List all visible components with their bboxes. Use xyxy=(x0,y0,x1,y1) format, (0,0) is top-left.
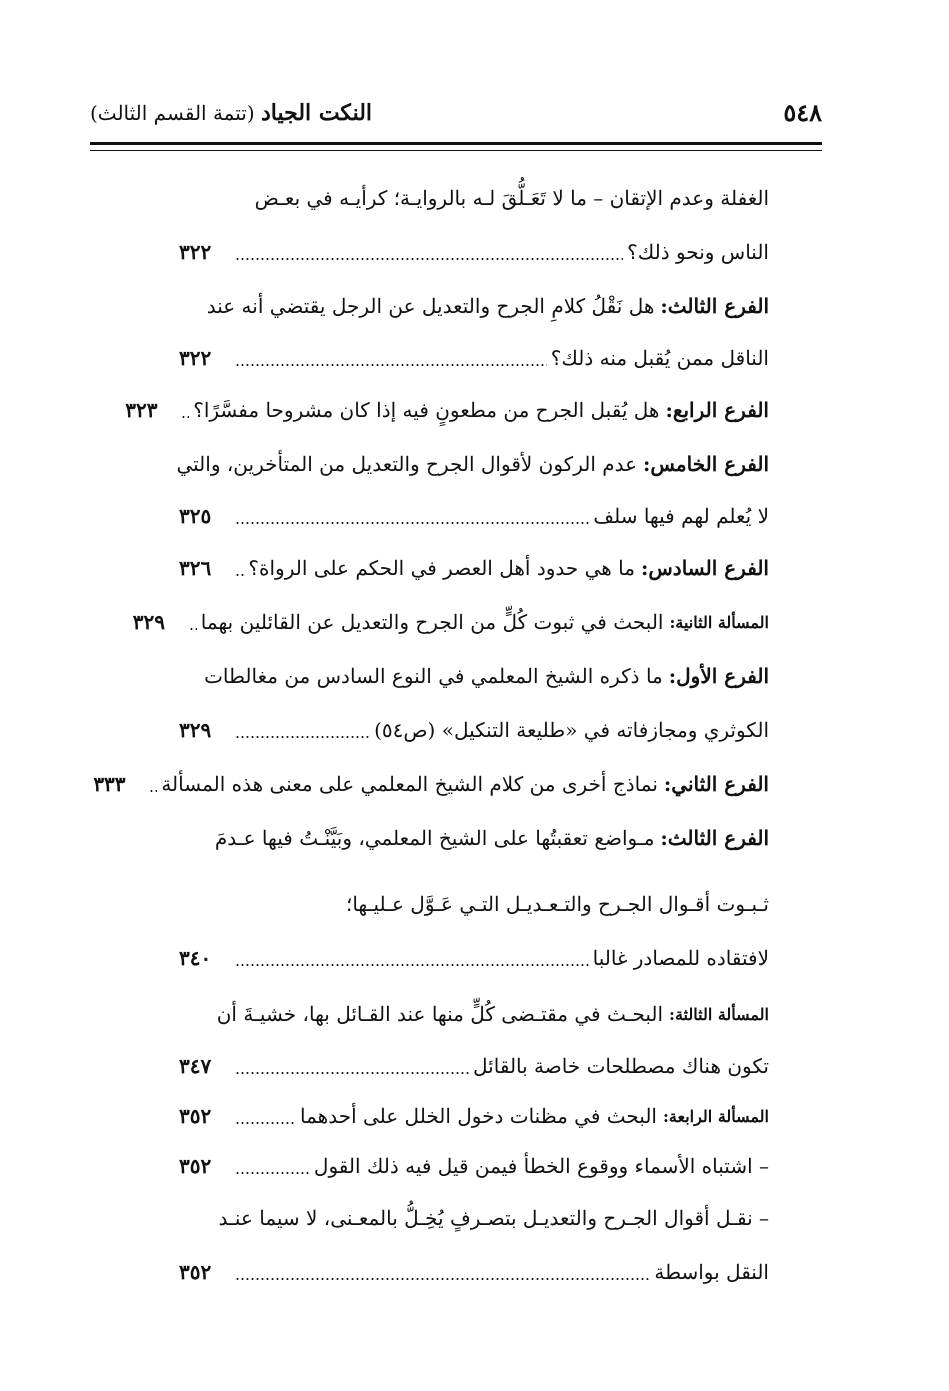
toc-line xyxy=(179,286,769,326)
toc-line xyxy=(125,390,769,430)
toc-line xyxy=(179,548,769,588)
toc-text: البحث في مظنات دخول الخلل على أحدهما xyxy=(300,1104,657,1128)
toc-leader-dots xyxy=(235,364,547,366)
toc-line xyxy=(179,496,769,536)
toc-text: مـواضع تعقبتُها على الشيخ المعلمي، وبَيَّنْـتُ فيها عـدمَ xyxy=(214,826,655,850)
toc-line xyxy=(93,764,769,804)
book-title-main: النكت الجياد xyxy=(261,100,373,126)
toc-text: تكون هناك مصطلحات خاصة بالقائل xyxy=(473,1054,769,1078)
toc-leader-dots xyxy=(181,416,189,418)
toc-label: الفرع الثالث: xyxy=(660,294,769,318)
toc-line xyxy=(179,1252,769,1292)
toc-text: البحث في ثبوت كُلٍّ من الجرح والتعديل عن القائلين بهما xyxy=(200,610,664,634)
toc-page-number: ٣٥٢ xyxy=(179,1154,212,1178)
toc-text: الغفلة وعدم الإتقان – ما لا تَعَـلُّقَ لـه بالروايـة؛ كرأيـه في بعـض xyxy=(254,186,769,210)
toc-text: البحـث في مقتـضى كُلٍّ منها عند القـائل بها، خشيـةَ أن xyxy=(216,1002,664,1026)
toc-line xyxy=(179,178,769,218)
toc-label: المسألة الرابعة: xyxy=(663,1106,769,1126)
toc-text: هل يُقبل الجرح من مطعونٍ فيه إذا كان مشروحا مفسَّرًا؟ xyxy=(193,398,660,422)
toc-leader-dots xyxy=(235,736,370,738)
toc-page-number: ٣٢٢ xyxy=(179,346,212,370)
toc-label: الفرع الثالث: xyxy=(660,826,769,850)
toc-leader-dots xyxy=(235,522,589,524)
toc-leader-dots xyxy=(189,628,197,630)
toc-label: الفرع الرابع: xyxy=(665,398,769,422)
toc-line xyxy=(179,1198,769,1238)
toc-leader-dots xyxy=(235,1072,469,1074)
toc-line xyxy=(179,1096,769,1136)
toc-text: ما ذكره الشيخ المعلمي في النوع السادس من مغالطات xyxy=(204,664,663,688)
toc-page-number: ٣٣٣ xyxy=(93,772,126,796)
toc-line xyxy=(179,1046,769,1086)
toc-leader-dots xyxy=(235,574,244,576)
toc-page-number: ٣٤٠ xyxy=(179,946,212,970)
toc-label: الفرع الأول: xyxy=(668,664,769,688)
toc-text: ثـبـوت أقـوال الجـرح والتـعـديـل التـي عَـوَّل عـليـها؛ xyxy=(345,892,769,916)
toc-leader-dots xyxy=(235,258,623,260)
toc-leader-dots xyxy=(149,790,157,792)
toc-text: لافتقاده للمصادر غالبا xyxy=(592,946,769,970)
toc-page-number: ٣٢٩ xyxy=(132,610,166,634)
toc-label: الفرع الخامس: xyxy=(643,452,769,476)
toc-page-number: ٣٢٦ xyxy=(179,556,212,580)
toc-leader-dots xyxy=(235,964,589,966)
page-number: ٥٤٨ xyxy=(783,98,822,127)
toc-page-number: ٣٢٥ xyxy=(179,504,212,528)
toc-label: الفرع السادس: xyxy=(641,556,769,580)
toc-line xyxy=(179,818,769,858)
toc-label: المسألة الثانية: xyxy=(669,612,769,632)
toc-page-number: ٣٢٢ xyxy=(179,240,212,264)
toc-line xyxy=(179,994,769,1034)
toc-text: الناقل ممن يُقبل منه ذلك؟ xyxy=(550,346,769,370)
toc-page-number: ٣٥٢ xyxy=(179,1104,212,1128)
toc-text: الكوثري ومجازفاته في «طليعة التنكيل» (ص٥٤) xyxy=(374,718,769,742)
toc-leader-dots xyxy=(235,1172,310,1174)
toc-line xyxy=(179,710,769,750)
toc-leader-dots xyxy=(235,1278,650,1280)
toc-page-number: ٣٤٧ xyxy=(179,1054,212,1078)
toc-text: هل نَقْلُ كلامِ الجرح والتعديل عن الرجل يقتضي أنه عند xyxy=(206,294,655,318)
toc-line xyxy=(179,884,769,924)
book-title-sub: (تتمة القسم الثالث) xyxy=(90,101,255,125)
toc-label: الفرع الثاني: xyxy=(663,772,769,796)
toc-page-number: ٣٢٣ xyxy=(125,398,158,422)
toc-page-number: ٣٥٢ xyxy=(179,1260,212,1284)
toc-line xyxy=(179,1146,769,1186)
toc-leader-dots xyxy=(235,1122,296,1124)
toc-line xyxy=(179,656,769,696)
toc-text: – اشتباه الأسماء ووقوع الخطأ فيمن قيل فيه ذلك القول xyxy=(313,1154,769,1178)
toc-page-number: ٣٢٩ xyxy=(179,718,212,742)
toc-text: – نقـل أقوال الجـرح والتعديـل بتصـرفٍ يُخِـلُّ بالمعـنى، لا سيما عنـد xyxy=(218,1206,769,1230)
toc-line xyxy=(179,338,769,378)
toc-line xyxy=(176,444,769,484)
toc-text: لا يُعلم لهم فيها سلف xyxy=(593,504,769,528)
toc-line xyxy=(179,232,769,272)
toc-text: عدم الركون لأقوال الجرح والتعديل من المتأخرين، والتي xyxy=(176,452,638,476)
toc-text: الناس ونحو ذلك؟ xyxy=(627,240,769,264)
toc-text: نماذج أخرى من كلام الشيخ المعلمي على معنى هذه المسألة xyxy=(161,772,658,796)
toc-line xyxy=(132,602,769,642)
toc-text: النقل بواسطة xyxy=(654,1260,769,1284)
toc-line xyxy=(179,938,769,978)
toc-text: ما هي حدود أهل العصر في الحكم على الرواة؟ xyxy=(248,556,635,580)
toc-label: المسألة الثالثة: xyxy=(669,1004,769,1024)
